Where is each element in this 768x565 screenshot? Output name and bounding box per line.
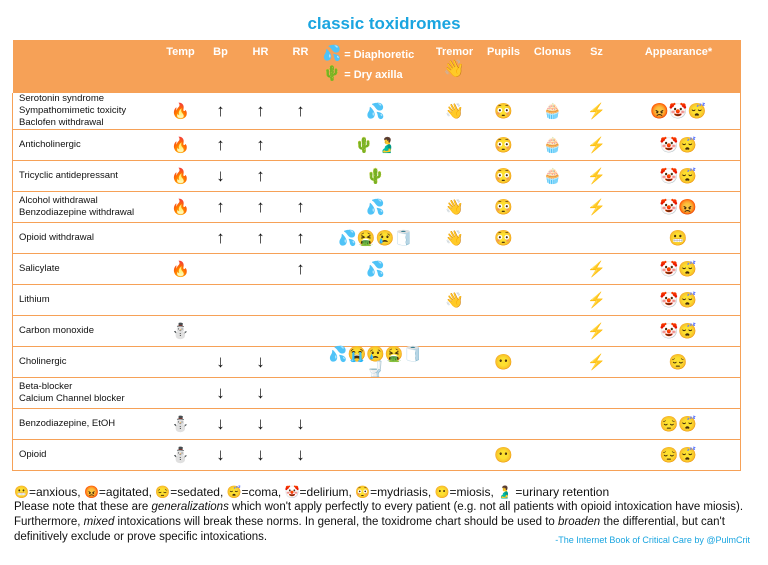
cell-rr	[281, 192, 321, 223]
cell-appearance-value: 😔	[668, 353, 688, 371]
toxidrome-name-line: Beta-blocker	[19, 381, 73, 392]
cell-pupils	[479, 440, 529, 471]
cell-clonus-value: 🧁	[543, 136, 562, 154]
cell-rr	[281, 409, 321, 440]
cell-rr	[281, 254, 321, 285]
cell-pupils-value: 😳	[494, 167, 513, 185]
cactus-icon: 🌵	[322, 65, 342, 82]
cell-hr	[241, 192, 281, 223]
cell-pupils-value: 😳	[494, 102, 513, 120]
cell-rr	[281, 316, 321, 347]
toxidrome-name	[13, 161, 161, 192]
cell-temp-value: ⛄	[171, 446, 190, 464]
cell-bp	[201, 409, 241, 440]
note-part: the differential, but can't definitively exclude or prove specific intoxications.	[14, 516, 725, 543]
cell-appearance-value: 🤡😴	[659, 167, 697, 185]
header-pupils: Pupils	[479, 40, 529, 93]
cell-temp-value: ⛄	[171, 322, 190, 340]
cell-tremor	[431, 440, 479, 471]
note-part: which won't apply perfectly to every patient (e.g. not all patients with opioid intoxication have miosis). Furthermore,	[14, 501, 744, 528]
table-row	[13, 254, 741, 285]
cell-sz-value: ⚡	[587, 102, 606, 120]
toxidrome-name-line: Cholinergic	[19, 356, 67, 367]
cell-pupils	[479, 254, 529, 285]
table-row	[13, 316, 741, 347]
cell-appearance	[617, 440, 741, 471]
tremor-label: Tremor	[435, 46, 474, 58]
cell-appearance-value: 🤡😴	[659, 136, 697, 154]
cell-hr	[241, 161, 281, 192]
cell-tremor	[431, 254, 479, 285]
cell-rr-value: ↓	[296, 414, 305, 433]
cell-hr	[241, 378, 281, 409]
cell-appearance	[617, 254, 741, 285]
cell-temp	[161, 130, 201, 161]
cell-sec	[321, 409, 431, 440]
cell-tremor	[431, 223, 479, 254]
cell-appearance	[617, 192, 741, 223]
cell-temp	[161, 347, 201, 378]
toxidrome-name-line: Anticholinergic	[19, 139, 81, 150]
cell-appearance	[617, 93, 741, 130]
cell-sz-value: ⚡	[587, 353, 606, 371]
cell-rr-value: ↓	[296, 445, 305, 464]
cell-rr	[281, 130, 321, 161]
cell-temp	[161, 285, 201, 316]
cell-tremor-value: 👋	[445, 198, 464, 216]
cell-sec	[321, 316, 431, 347]
cell-hr-value: ↑	[256, 228, 265, 247]
cell-clonus	[529, 409, 577, 440]
cell-tremor	[431, 347, 479, 378]
cell-hr	[241, 254, 281, 285]
cell-bp-value: ↓	[216, 166, 225, 185]
cell-bp-value: ↓	[216, 414, 225, 433]
cell-hr	[241, 130, 281, 161]
toxidrome-table	[12, 40, 741, 471]
credit: -The Internet Book of Critical Care by @PulmCrit	[555, 535, 750, 545]
cell-hr	[241, 285, 281, 316]
cell-appearance-value: 🤡😴	[659, 322, 697, 340]
cell-clonus-value: 🧁	[543, 167, 562, 185]
cell-bp	[201, 223, 241, 254]
cell-bp-value: ↑	[216, 197, 225, 216]
cell-rr	[281, 378, 321, 409]
cell-sz	[577, 93, 617, 130]
cell-clonus	[529, 347, 577, 378]
cell-appearance	[617, 378, 741, 409]
cell-clonus	[529, 223, 577, 254]
cell-sz	[577, 161, 617, 192]
cell-sz-value: ⚡	[587, 167, 606, 185]
cell-temp	[161, 223, 201, 254]
cell-bp	[201, 161, 241, 192]
cell-pupils-value: 😶	[494, 353, 513, 371]
cell-sec-value: 💦😭😢🤮🧻🚽	[328, 346, 423, 378]
cell-temp-value: 🔥	[171, 198, 190, 216]
cell-appearance-value: 🤡😴	[659, 260, 697, 278]
cell-sz-value: ⚡	[587, 291, 606, 309]
cell-rr-value: ↑	[296, 197, 305, 216]
cell-tremor	[431, 316, 479, 347]
cell-sec	[321, 223, 431, 254]
toxidrome-name	[13, 440, 161, 471]
cell-temp-value: 🔥	[171, 167, 190, 185]
cell-sz	[577, 192, 617, 223]
diaphoretic-label: = Diaphoretic	[344, 49, 415, 61]
dry-axilla-label: = Dry axilla	[344, 69, 403, 81]
cell-rr-value: ↑	[296, 228, 305, 247]
cell-clonus	[529, 378, 577, 409]
cell-sec	[321, 130, 431, 161]
cell-sz	[577, 440, 617, 471]
cell-temp	[161, 192, 201, 223]
cell-sec	[321, 192, 431, 223]
cell-appearance-value: 🤡😡	[659, 198, 697, 216]
cell-rr	[281, 440, 321, 471]
table-row	[13, 440, 741, 471]
toxidrome-name	[13, 347, 161, 378]
cell-appearance	[617, 130, 741, 161]
cell-hr-value: ↓	[256, 383, 265, 402]
cell-sz	[577, 254, 617, 285]
cell-hr	[241, 316, 281, 347]
cell-pupils-value: 😳	[494, 229, 513, 247]
cell-clonus	[529, 161, 577, 192]
cell-sec-value: 💦	[366, 198, 385, 216]
cell-pupils	[479, 285, 529, 316]
cell-tremor	[431, 93, 479, 130]
cell-sec	[321, 161, 431, 192]
header-row	[13, 40, 741, 93]
toxidrome-name	[13, 409, 161, 440]
cell-appearance	[617, 409, 741, 440]
cell-sec	[321, 347, 431, 378]
cell-temp-value: ⛄	[171, 415, 190, 433]
cell-appearance-value: 😡🤡😴	[650, 102, 707, 120]
cell-rr	[281, 347, 321, 378]
cell-sec-value: 💦	[366, 260, 385, 278]
toxidrome-name	[13, 316, 161, 347]
note-emphasis: mixed	[83, 516, 115, 528]
cell-tremor	[431, 378, 479, 409]
toxidrome-name-line: Sympathomimetic toxicity	[19, 105, 127, 116]
cell-rr-value: ↑	[296, 101, 305, 120]
cell-sec	[321, 285, 431, 316]
cell-temp	[161, 409, 201, 440]
cell-hr	[241, 409, 281, 440]
toxidrome-name	[13, 378, 161, 409]
cell-sz	[577, 223, 617, 254]
cell-pupils	[479, 347, 529, 378]
cell-temp	[161, 316, 201, 347]
cell-pupils	[479, 192, 529, 223]
cell-tremor	[431, 285, 479, 316]
cell-sz-value: ⚡	[587, 198, 606, 216]
cell-rr	[281, 223, 321, 254]
cell-hr	[241, 93, 281, 130]
cell-tremor	[431, 130, 479, 161]
toxidrome-name-line: Alcohol withdrawal	[19, 195, 98, 206]
cell-hr	[241, 347, 281, 378]
toxidrome-name-line: Opioid withdrawal	[19, 232, 94, 243]
cell-rr	[281, 161, 321, 192]
cell-clonus	[529, 93, 577, 130]
cell-temp	[161, 161, 201, 192]
cell-bp	[201, 285, 241, 316]
cell-sz	[577, 316, 617, 347]
table-row	[13, 409, 741, 440]
cell-hr-value: ↓	[256, 352, 265, 371]
cell-sec-value: 🌵	[366, 167, 385, 185]
cell-pupils-value: 😳	[494, 136, 513, 154]
cell-sz	[577, 378, 617, 409]
header-tremor	[431, 40, 479, 93]
cell-sz	[577, 130, 617, 161]
cell-rr	[281, 93, 321, 130]
cell-hr	[241, 223, 281, 254]
cell-appearance-value: 🤡😴	[659, 291, 697, 309]
cell-sz-value: ⚡	[587, 136, 606, 154]
cell-pupils-value: 😶	[494, 446, 513, 464]
table-row	[13, 378, 741, 409]
cell-temp	[161, 93, 201, 130]
table-body	[13, 93, 741, 471]
cell-appearance	[617, 161, 741, 192]
cell-pupils	[479, 130, 529, 161]
cell-sz-value: ⚡	[587, 322, 606, 340]
cell-hr-value: ↑	[256, 197, 265, 216]
cell-appearance	[617, 347, 741, 378]
cell-bp	[201, 254, 241, 285]
note-part: Please note that these are	[14, 501, 152, 513]
table-row	[13, 93, 741, 130]
note-emphasis: generalizations	[151, 501, 229, 513]
toxidrome-name-line: Calcium Channel blocker	[19, 393, 125, 404]
cell-bp	[201, 192, 241, 223]
cell-pupils-value: 😳	[494, 198, 513, 216]
cell-pupils	[479, 93, 529, 130]
toxidrome-name	[13, 254, 161, 285]
legend-keys: 😬=anxious, 😡=agitated, 😔=sedated, 😴=coma, 🤡=delirium, 😳=mydriasis, 😶=miosis, 🫃 =urinary retention	[14, 485, 610, 499]
cell-appearance	[617, 285, 741, 316]
cell-tremor-value: 👋	[445, 229, 464, 247]
toxidrome-name	[13, 130, 161, 161]
header-name	[13, 40, 161, 93]
cell-bp	[201, 93, 241, 130]
cell-tremor-value: 👋	[445, 291, 464, 309]
table-row	[13, 161, 741, 192]
cell-bp	[201, 316, 241, 347]
header-temp: Temp	[161, 40, 201, 93]
header-sz: Sz	[577, 40, 617, 93]
header-secretions	[321, 40, 431, 93]
toxidrome-name	[13, 93, 161, 130]
cell-sec	[321, 378, 431, 409]
cell-bp	[201, 130, 241, 161]
cell-tremor-value: 👋	[445, 102, 464, 120]
header-hr: HR	[241, 40, 281, 93]
toxidrome-name-line: Salicylate	[19, 263, 60, 274]
cell-hr	[241, 440, 281, 471]
toxidrome-name-line: Serotonin syndrome	[19, 93, 105, 104]
chart-title: classic toxidromes	[307, 14, 461, 33]
cell-appearance-value: 😬	[668, 229, 688, 247]
cell-temp	[161, 378, 201, 409]
toxidrome-name	[13, 192, 161, 223]
cell-rr	[281, 285, 321, 316]
cell-appearance	[617, 316, 741, 347]
cell-bp	[201, 440, 241, 471]
cell-hr-value: ↑	[256, 101, 265, 120]
toxidrome-name-line: Benzodiazepine withdrawal	[19, 207, 135, 218]
cell-sz-value: ⚡	[587, 260, 606, 278]
cell-temp-value: 🔥	[171, 136, 190, 154]
toxidrome-name	[13, 223, 161, 254]
cell-bp-value: ↑	[216, 101, 225, 120]
cell-pupils	[479, 316, 529, 347]
cell-clonus	[529, 440, 577, 471]
cell-bp-value: ↓	[216, 352, 225, 371]
header-bp: Bp	[201, 40, 241, 93]
waving-hand-icon: 👋	[443, 59, 466, 78]
cell-pupils	[479, 161, 529, 192]
droplets-icon: 💦	[322, 45, 342, 62]
cell-sec	[321, 440, 431, 471]
table-row	[13, 130, 741, 161]
cell-temp-value: 🔥	[171, 260, 190, 278]
header-rr: RR	[281, 40, 321, 93]
cell-clonus	[529, 254, 577, 285]
cell-clonus-value: 🧁	[543, 102, 562, 120]
cell-sz	[577, 347, 617, 378]
cell-sec-value: 💦🤮😢🧻	[338, 229, 413, 247]
cell-tremor	[431, 409, 479, 440]
cell-sec-value: 💦	[366, 102, 385, 120]
cell-bp-value: ↑	[216, 135, 225, 154]
table-row	[13, 192, 741, 223]
cell-temp	[161, 440, 201, 471]
note-part: intoxications will break these norms. In general, the toxidrome chart should be used to	[114, 516, 558, 528]
cell-clonus	[529, 130, 577, 161]
cell-pupils	[479, 378, 529, 409]
cell-pupils	[479, 223, 529, 254]
cell-appearance-value: 😔😴	[659, 446, 697, 464]
header-clonus: Clonus	[529, 40, 577, 93]
cell-hr-value: ↓	[256, 414, 265, 433]
cell-bp	[201, 347, 241, 378]
cell-clonus	[529, 192, 577, 223]
header-appearance: Appearance*	[617, 40, 741, 93]
cell-temp-value: 🔥	[171, 102, 190, 120]
table-row	[13, 223, 741, 254]
cell-temp	[161, 254, 201, 285]
note-emphasis: broaden	[558, 516, 601, 528]
cell-sec	[321, 254, 431, 285]
cell-bp-value: ↑	[216, 228, 225, 247]
cell-sec-value: 🌵 🫃	[354, 136, 397, 154]
toxidrome-name-line: Benzodiazepine, EtOH	[19, 418, 116, 429]
toxidrome-name-line: Baclofen withdrawal	[19, 117, 104, 128]
cell-tremor	[431, 192, 479, 223]
toxidrome-name-line: Opioid	[19, 449, 47, 460]
cell-hr-value: ↑	[256, 166, 265, 185]
cell-clonus	[529, 316, 577, 347]
cell-hr-value: ↓	[256, 445, 265, 464]
cell-hr-value: ↑	[256, 135, 265, 154]
cell-bp-value: ↓	[216, 383, 225, 402]
table-row	[13, 285, 741, 316]
cell-tremor	[431, 161, 479, 192]
cell-rr-value: ↑	[296, 259, 305, 278]
cell-appearance	[617, 223, 741, 254]
toxidrome-name-line: Carbon monoxide	[19, 325, 94, 336]
toxidrome-name-line: Tricyclic antidepressant	[19, 170, 118, 181]
table-row	[13, 347, 741, 378]
cell-sz	[577, 285, 617, 316]
cell-pupils	[479, 409, 529, 440]
cell-sec	[321, 93, 431, 130]
cell-sz	[577, 409, 617, 440]
cell-bp-value: ↓	[216, 445, 225, 464]
toxidrome-name	[13, 285, 161, 316]
cell-appearance-value: 😔😴	[659, 415, 697, 433]
cell-bp	[201, 378, 241, 409]
toxidrome-name-line: Lithium	[19, 294, 50, 305]
cell-clonus	[529, 285, 577, 316]
